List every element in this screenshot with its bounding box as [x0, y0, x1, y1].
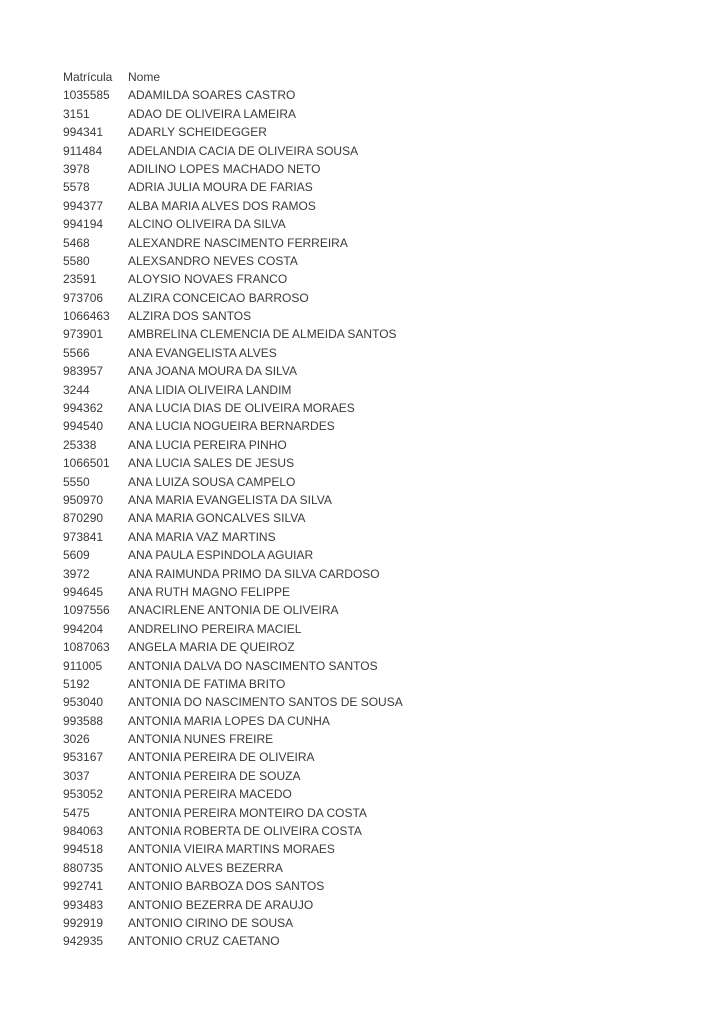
table-row — [63, 840, 704, 858]
nome-cell: ALCINO OLIVEIRA DA SILVA — [128, 217, 286, 232]
nome-cell: ANA JOANA MOURA DA SILVA — [128, 364, 297, 379]
matricula-cell: 5580 — [63, 253, 90, 268]
matricula-cell: 984063 — [63, 824, 104, 839]
matricula-cell: 3026 — [63, 732, 90, 747]
matricula-cell: 992741 — [63, 879, 104, 894]
matricula-cell: 953040 — [63, 695, 104, 710]
nome-cell: ANTONIA PEREIRA MONTEIRO DA COSTA — [128, 805, 367, 820]
nome-cell: ANDRELINO PEREIRA MACIEL — [128, 621, 302, 636]
table-row — [63, 325, 704, 343]
table-row — [63, 657, 704, 675]
nome-cell: ANTONIO CIRINO DE SOUSA — [128, 915, 294, 930]
nome-cell: ALOYSIO NOVAES FRANCO — [128, 272, 288, 287]
matricula-cell: 5578 — [63, 180, 90, 195]
nome-cell: ANACIRLENE ANTONIA DE OLIVEIRA — [128, 603, 339, 618]
nome-cell: ALEXSANDRO NEVES COSTA — [128, 253, 298, 268]
table-body — [63, 86, 704, 950]
nome-cell: ADELANDIA CACIA DE OLIVEIRA SOUSA — [128, 143, 359, 158]
matricula-cell: 994341 — [63, 125, 104, 140]
nome-cell: ANTONIA NUNES FREIRE — [128, 732, 274, 747]
matricula-cell: 5475 — [63, 805, 90, 820]
table-row — [63, 620, 704, 638]
matricula-cell: 953052 — [63, 787, 104, 802]
matricula-cell: 993483 — [63, 897, 104, 912]
matricula-cell: 911484 — [63, 143, 103, 158]
nome-cell: AMBRELINA CLEMENCIA DE ALMEIDA SANTOS — [128, 327, 397, 342]
nome-cell: ADRIA JULIA MOURA DE FARIAS — [128, 180, 313, 195]
table-row — [63, 748, 704, 766]
table-row — [63, 712, 704, 730]
nome-cell: ANA LUCIA SALES DE JESUS — [128, 456, 295, 471]
nome-cell: ANTONIA DALVA DO NASCIMENTO SANTOS — [128, 658, 378, 673]
table-row — [63, 565, 704, 583]
matricula-cell: 5192 — [63, 676, 90, 691]
table-row — [63, 215, 704, 233]
table-row — [63, 86, 704, 104]
table-row — [63, 197, 704, 215]
nome-cell: ADARLY SCHEIDEGGER — [128, 125, 267, 140]
table-row — [63, 859, 704, 877]
table-row — [63, 399, 704, 417]
matricula-column-header: Matrícula — [63, 70, 113, 84]
matricula-cell: 3151 — [63, 106, 90, 121]
nome-column-header: Nome — [128, 70, 161, 84]
table-row — [63, 270, 704, 288]
nome-cell: ANTONIA DO NASCIMENTO SANTOS DE SOUSA — [128, 695, 403, 710]
matricula-cell: 994518 — [63, 842, 104, 857]
nome-cell: ANTONIA PEREIRA DE SOUZA — [128, 768, 301, 783]
matricula-cell: 950970 — [63, 492, 104, 507]
matricula-cell: 5609 — [63, 548, 90, 563]
matricula-cell: 3972 — [63, 566, 90, 581]
matricula-cell: 953167 — [63, 750, 104, 765]
nome-cell: ANA LUCIA DIAS DE OLIVEIRA MORAES — [128, 401, 355, 416]
nome-cell: ANTONIA VIEIRA MARTINS MORAES — [128, 842, 335, 857]
nome-cell: ADAMILDA SOARES CASTRO — [128, 88, 296, 103]
matricula-cell: 3037 — [63, 768, 90, 783]
table-row — [63, 105, 704, 123]
matricula-cell: 911005 — [63, 658, 103, 673]
table-row — [63, 289, 704, 307]
matricula-cell: 3244 — [63, 382, 90, 397]
matricula-cell: 5550 — [63, 474, 90, 489]
table-row — [63, 473, 704, 491]
nome-cell: ANA LUIZA SOUSA CAMPELO — [128, 474, 296, 489]
table-row — [63, 436, 704, 454]
matricula-cell: 23591 — [63, 272, 97, 287]
nome-cell: ANGELA MARIA DE QUEIROZ — [128, 640, 295, 655]
table-row — [63, 381, 704, 399]
nome-cell: ANTONIO BARBOZA DOS SANTOS — [128, 879, 325, 894]
matricula-cell: 1066501 — [63, 456, 110, 471]
table-row — [63, 454, 704, 472]
table-row — [63, 896, 704, 914]
nome-cell: ANA MARIA GONCALVES SILVA — [128, 511, 306, 526]
matricula-cell: 994194 — [63, 217, 104, 232]
table-row — [63, 675, 704, 693]
matricula-cell: 880735 — [63, 860, 104, 875]
nome-cell: ANA LUCIA NOGUEIRA BERNARDES — [128, 419, 335, 434]
roster-table — [63, 68, 704, 951]
table-row — [63, 785, 704, 803]
matricula-cell: 973841 — [63, 529, 104, 544]
matricula-cell: 1087063 — [63, 640, 110, 655]
nome-cell: ALEXANDRE NASCIMENTO FERREIRA — [128, 235, 348, 250]
matricula-cell: 1097556 — [63, 603, 110, 618]
nome-cell: ADILINO LOPES MACHADO NETO — [128, 161, 321, 176]
nome-cell: ANA RAIMUNDA PRIMO DA SILVA CARDOSO — [128, 566, 380, 581]
nome-cell: ANTONIA PEREIRA MACEDO — [128, 787, 292, 802]
nome-cell: ANA LIDIA OLIVEIRA LANDIM — [128, 382, 292, 397]
table-row — [63, 877, 704, 895]
nome-cell: ANTONIA MARIA LOPES DA CUNHA — [128, 713, 330, 728]
table-row — [63, 142, 704, 160]
nome-cell: ANTONIA DE FATIMA BRITO — [128, 676, 286, 691]
nome-cell: ANTONIA ROBERTA DE OLIVEIRA COSTA — [128, 824, 362, 839]
matricula-cell: 992919 — [63, 915, 104, 930]
table-row — [63, 932, 704, 950]
matricula-cell: 1035585 — [63, 88, 110, 103]
table-row — [63, 417, 704, 435]
table-row — [63, 822, 704, 840]
matricula-cell: 1066463 — [63, 309, 110, 324]
table-row — [63, 491, 704, 509]
table-row — [63, 362, 704, 380]
table-row — [63, 730, 704, 748]
table-row — [63, 123, 704, 141]
nome-cell: ANTONIO BEZERRA DE ARAUJO — [128, 897, 314, 912]
table-row — [63, 914, 704, 932]
matricula-cell: 994377 — [63, 198, 104, 213]
table-row — [63, 804, 704, 822]
table-row — [63, 767, 704, 785]
matricula-cell: 983957 — [63, 364, 104, 379]
matricula-cell: 994645 — [63, 584, 104, 599]
nome-cell: ALZIRA CONCEICAO BARROSO — [128, 290, 309, 305]
table-row — [63, 601, 704, 619]
table-header-row — [63, 68, 704, 86]
matricula-cell: 5468 — [63, 235, 90, 250]
table-row — [63, 307, 704, 325]
nome-cell: ANA PAULA ESPINDOLA AGUIAR — [128, 548, 314, 563]
table-row — [63, 693, 704, 711]
table-row — [63, 344, 704, 362]
matricula-cell: 973901 — [63, 327, 104, 342]
matricula-cell: 942935 — [63, 934, 104, 949]
matricula-cell: 994204 — [63, 621, 104, 636]
table-row — [63, 509, 704, 527]
matricula-cell: 3978 — [63, 161, 90, 176]
nome-cell: ANTONIA PEREIRA DE OLIVEIRA — [128, 750, 315, 765]
nome-cell: ANTONIO CRUZ CAETANO — [128, 934, 280, 949]
nome-cell: ANA LUCIA PEREIRA PINHO — [128, 437, 287, 452]
table-row — [63, 178, 704, 196]
nome-cell: ANA MARIA VAZ MARTINS — [128, 529, 276, 544]
table-row — [63, 252, 704, 270]
nome-cell: ADAO DE OLIVEIRA LAMEIRA — [128, 106, 297, 121]
matricula-cell: 993588 — [63, 713, 104, 728]
nome-cell: ANA RUTH MAGNO FELIPPE — [128, 584, 291, 599]
nome-cell: ANA MARIA EVANGELISTA DA SILVA — [128, 492, 332, 507]
table-row — [63, 583, 704, 601]
nome-cell: ANTONIO ALVES BEZERRA — [128, 860, 283, 875]
table-row — [63, 546, 704, 564]
table-row — [63, 160, 704, 178]
matricula-cell: 973706 — [63, 290, 104, 305]
matricula-cell: 25338 — [63, 437, 97, 452]
nome-cell: ALBA MARIA ALVES DOS RAMOS — [128, 198, 316, 213]
matricula-cell: 5566 — [63, 345, 90, 360]
table-row — [63, 528, 704, 546]
matricula-cell: 870290 — [63, 511, 104, 526]
matricula-cell: 994362 — [63, 401, 104, 416]
table-row — [63, 234, 704, 252]
table-row — [63, 638, 704, 656]
matricula-cell: 994540 — [63, 419, 104, 434]
nome-cell: ANA EVANGELISTA ALVES — [128, 345, 277, 360]
nome-cell: ALZIRA DOS SANTOS — [128, 309, 252, 324]
